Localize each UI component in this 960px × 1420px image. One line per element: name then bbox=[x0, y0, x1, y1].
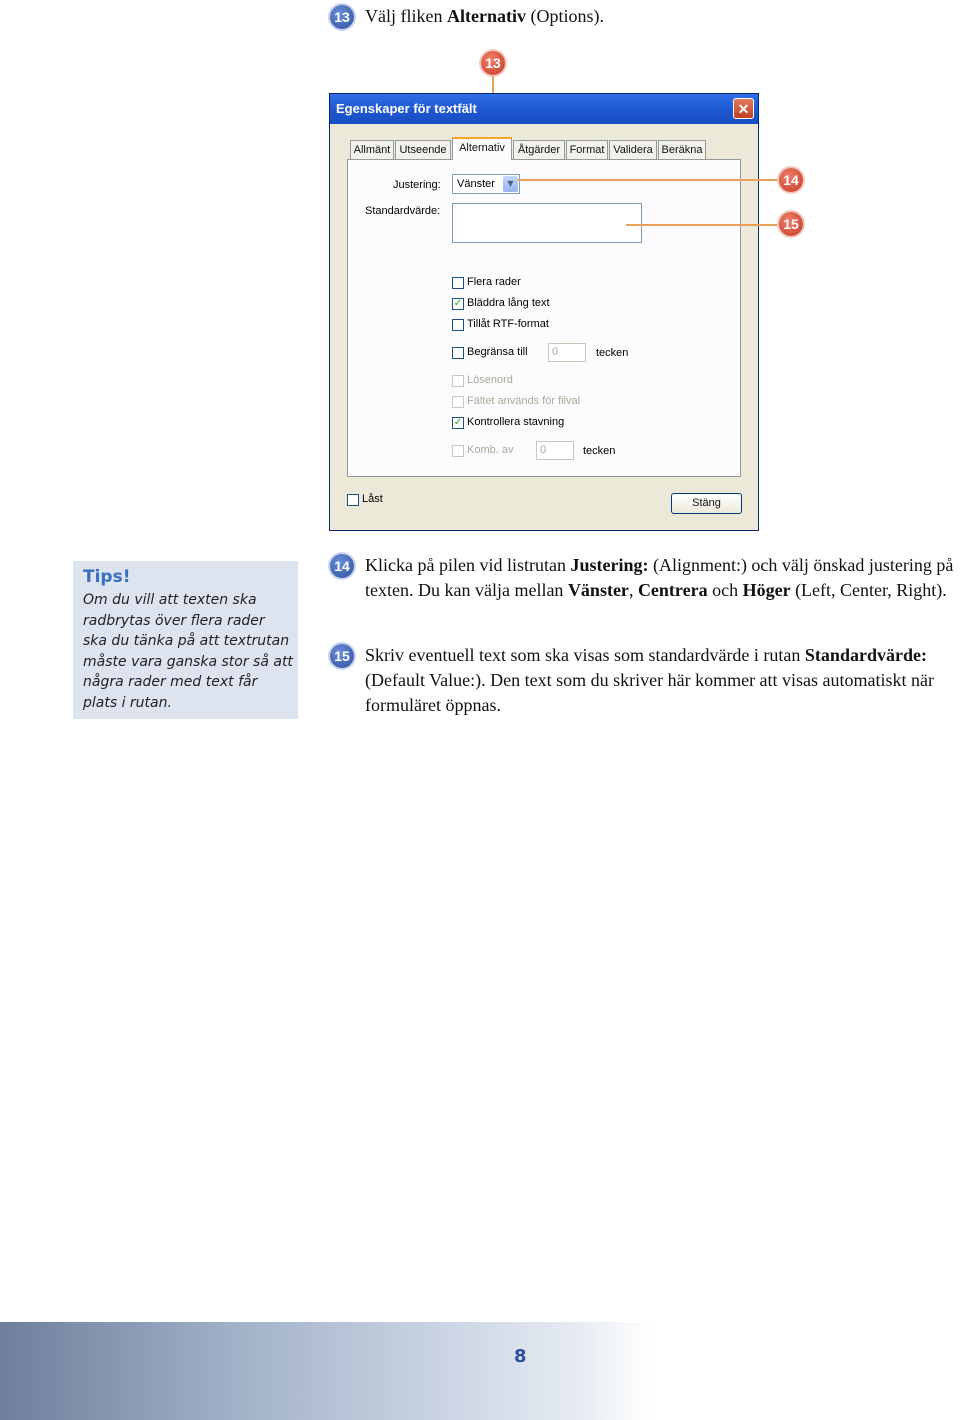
justering-label: Justering: bbox=[393, 179, 441, 191]
standardvarde-label: Standardvärde: bbox=[365, 205, 441, 217]
step-15-b1: Standardvärde: bbox=[804, 645, 927, 665]
tips-title: Tips! bbox=[83, 567, 131, 587]
justering-dropdown[interactable] bbox=[452, 174, 520, 194]
step-14-text bbox=[365, 553, 955, 603]
bladdra-label: Bläddra lång text bbox=[467, 297, 550, 309]
step-14-b3: Centrera bbox=[637, 580, 708, 600]
begransa-checkbox[interactable] bbox=[452, 347, 464, 359]
step-14-badge: 14 bbox=[330, 554, 354, 578]
step-14-t5: (Left, Center, Right). bbox=[790, 580, 947, 600]
step-14-t2: (Alignment:) och välj önskad justering på texten. Du kan välja mellan bbox=[365, 555, 954, 600]
flera-rader-label: Flera rader bbox=[467, 276, 521, 288]
flera-rader-checkbox[interactable] bbox=[452, 277, 464, 289]
begransa-label: Begränsa till bbox=[467, 346, 528, 358]
tecken-label-2: tecken bbox=[583, 445, 616, 457]
properties-dialog bbox=[329, 93, 759, 531]
step-14-b2: Vänster bbox=[567, 580, 629, 600]
step-15-t1: Skriv eventuell text som ska visas som standardvärde i rutan bbox=[365, 645, 805, 665]
begransa-field[interactable] bbox=[548, 343, 586, 362]
callout-15: 15 bbox=[779, 212, 803, 236]
losenord-checkbox[interactable] bbox=[452, 375, 464, 387]
komb-value: 0 bbox=[540, 444, 547, 456]
step-14-t3: , bbox=[628, 580, 638, 600]
callout-14: 14 bbox=[779, 168, 803, 192]
step-15-t2: (Default Value:). Den text som du skriver här kommer att visas automatiskt när formuläret öppnas. bbox=[365, 670, 935, 715]
step-15-badge: 15 bbox=[330, 644, 354, 668]
step-14-b1: Justering: bbox=[570, 555, 649, 575]
tecken-label-1: tecken bbox=[596, 347, 629, 359]
stavning-label: Kontrollera stavning bbox=[467, 416, 565, 428]
rtf-label: Tillåt RTF-format bbox=[467, 318, 549, 330]
step-14-b4: Höger bbox=[742, 580, 791, 600]
tab-utseende[interactable]: Utseende bbox=[395, 140, 451, 159]
callout-15-line bbox=[626, 224, 780, 226]
tab-format[interactable]: Format bbox=[566, 140, 608, 159]
chevron-down-icon[interactable]: ▼ bbox=[503, 176, 518, 192]
page-number: 8 bbox=[514, 1346, 527, 1367]
stavning-checkbox[interactable]: ✓ bbox=[453, 417, 463, 428]
step-13-pre: Välj fliken bbox=[365, 6, 447, 26]
filval-label: Fältet används för filval bbox=[467, 395, 581, 407]
standardvarde-field[interactable] bbox=[452, 203, 642, 243]
komb-field[interactable] bbox=[536, 441, 574, 460]
footer-band bbox=[0, 1322, 960, 1420]
tab-validera[interactable]: Validera bbox=[609, 140, 657, 159]
last-checkbox[interactable] bbox=[347, 494, 359, 506]
close-icon[interactable]: ✕ bbox=[733, 98, 754, 119]
komb-label: Komb. av bbox=[467, 444, 514, 456]
callout-14-line bbox=[518, 179, 780, 181]
tab-allmant[interactable]: Allmänt bbox=[350, 140, 394, 159]
losenord-label: Lösenord bbox=[467, 374, 513, 386]
step-13-text bbox=[365, 4, 604, 29]
bladdra-checkbox[interactable]: ✓ bbox=[453, 298, 463, 309]
tab-atgarder[interactable]: Åtgärder bbox=[513, 140, 565, 159]
step-14-t1: Klicka på pilen vid listrutan bbox=[365, 555, 571, 575]
step-13-post: (Options). bbox=[525, 6, 604, 26]
step-15-text bbox=[365, 643, 960, 718]
komb-checkbox[interactable] bbox=[452, 445, 464, 457]
step-13-bold: Alternativ bbox=[446, 6, 526, 26]
options-panel bbox=[347, 159, 741, 477]
tab-berakna[interactable]: Beräkna bbox=[658, 140, 706, 159]
dialog-title: Egenskaper för textfält bbox=[330, 94, 758, 124]
filval-checkbox[interactable] bbox=[452, 396, 464, 408]
rtf-checkbox[interactable] bbox=[452, 319, 464, 331]
begransa-value: 0 bbox=[552, 346, 559, 358]
last-label: Låst bbox=[362, 493, 383, 505]
stang-button[interactable]: Stäng bbox=[671, 493, 742, 514]
step-13-badge: 13 bbox=[330, 5, 354, 29]
justering-value: Vänster bbox=[457, 178, 495, 190]
tips-body: Om du vill att texten ska radbrytas över flera rader ska du tänka på att textrutan måste vara ganska stor så att några rader med text får plats i rutan. bbox=[83, 592, 293, 711]
tips-box bbox=[73, 561, 298, 719]
callout-13: 13 bbox=[481, 51, 505, 75]
tab-alternativ[interactable]: Alternativ bbox=[452, 137, 512, 160]
step-14-t4: och bbox=[707, 580, 743, 600]
